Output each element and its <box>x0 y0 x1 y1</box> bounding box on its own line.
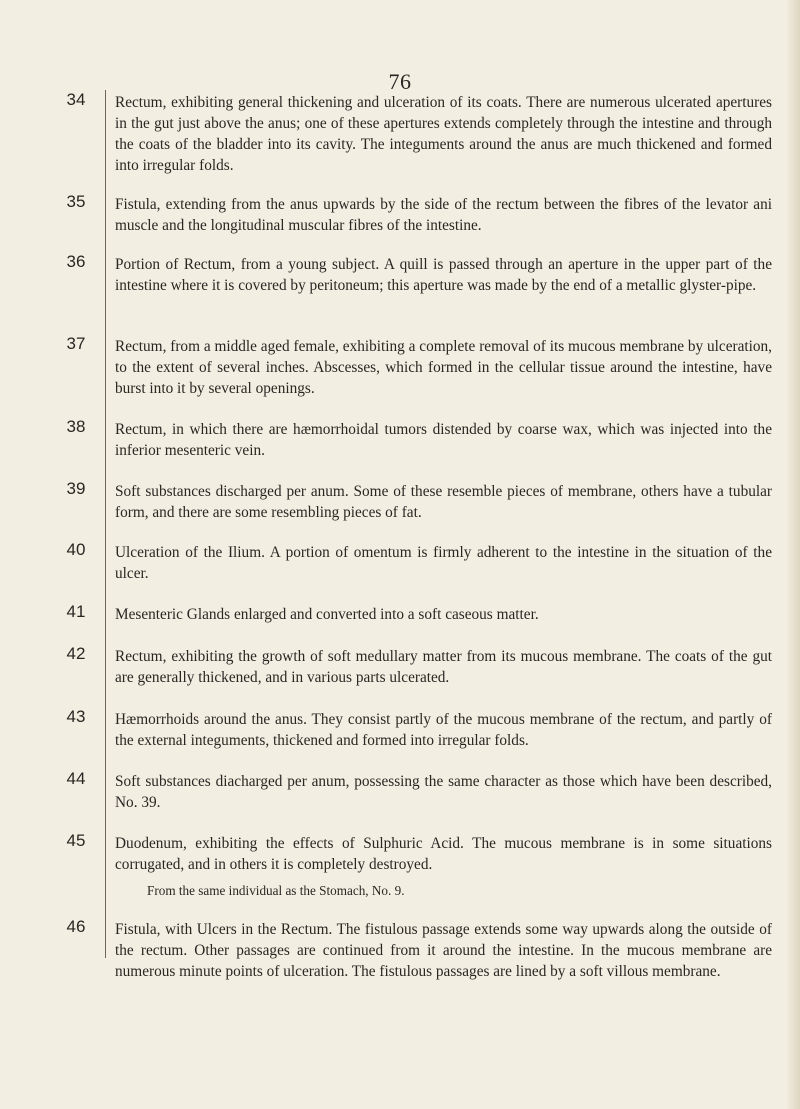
entry-number: 37 <box>66 334 86 353</box>
entry-description: Hæmorrhoids around the anus. They consist partly of the mucous membrane of the rectum, and partly of the external integuments, thickened and formed into irregular folds. <box>115 711 772 749</box>
entry-number: 44 <box>66 769 86 788</box>
entry-number: 36 <box>66 252 86 271</box>
entry-description: Soft substances discharged per anum. Some of these resemble pieces of membrane, others have a tubular form, and there are some resembling pieces of fat. <box>115 483 772 521</box>
column-rule <box>105 90 106 958</box>
entry-description: Rectum, in which there are hæmorrhoidal tumors distended by coarse wax, which was injected into the inferior mesenteric vein. <box>115 421 772 459</box>
entry-description: Rectum, from a middle aged female, exhibiting a complete removal of its mucous membrane by ulceration, to the extent of several inches. Abscesses, which formed in the cellular tissue around the intestine, have burst into it by several openings. <box>115 338 772 397</box>
entry-number: 41 <box>66 602 86 621</box>
page-number: 76 <box>388 69 412 94</box>
entry-number: 35 <box>66 192 86 211</box>
entry-description: Soft substances diacharged per anum, possessing the same character as those which have been described, No. 39. <box>115 773 772 811</box>
entry-description: Rectum, exhibiting general thickening and ulceration of its coats. There are numerous ulcerated apertures in the gut just above the anus; one of these apertures extends completely through the intestine and through the coats of the bladder into its cavity. The integuments around the anus are much thickened and formed into irregular folds. <box>115 94 772 174</box>
entry-number: 46 <box>66 917 86 936</box>
entry-number: 38 <box>66 417 86 436</box>
entry-number: 45 <box>66 831 86 850</box>
entry-number: 34 <box>66 90 86 109</box>
entry-number: 39 <box>66 479 86 498</box>
catalogue-entries <box>52 82 772 980</box>
entry-number: 43 <box>66 707 86 726</box>
entry-text: Duodenum, exhibiting the effects of Sulphuric Acid. The mucous membrane is in some situations corrugated, and in others it is completely destroyed. <box>115 835 772 873</box>
page-edge-shadow <box>786 0 800 1109</box>
entry-description: Ulceration of the Ilium. A portion of omentum is firmly adherent to the intestine in the situation of the ulcer. <box>115 544 772 582</box>
entry-description: Rectum, exhibiting the growth of soft medullary matter from its mucous membrane. The coats of the gut are generally thickened, and in various parts ulcerated. <box>115 648 772 686</box>
entry-provenance-note: From the same individual as the Stomach, No. 9. <box>147 883 405 898</box>
entry-description: Mesenteric Glands enlarged and converted into a soft caseous matter. <box>115 606 539 623</box>
entry-description <box>115 833 772 901</box>
entry-number: 42 <box>66 644 86 663</box>
entry-number: 40 <box>66 540 86 559</box>
entry-description: Fistula, extending from the anus upwards by the side of the rectum between the fibres of the levator ani muscle and the longitudinal muscular fibres of the intestine. <box>115 196 772 234</box>
entry-description: Portion of Rectum, from a young subject. A quill is passed through an aperture in the upper part of the intestine where it is covered by peritoneum; this aperture was made by the end of a metallic glyster-pipe. <box>115 256 772 294</box>
entry-description: Fistula, with Ulcers in the Rectum. The fistulous passage extends some way upwards along the outside of the rectum. Other passages are continued from it around the intestine. In the mucous membrane are numerous minute points of ulceration. The fistulous passages are lined by a soft villous membrane. <box>115 921 772 980</box>
